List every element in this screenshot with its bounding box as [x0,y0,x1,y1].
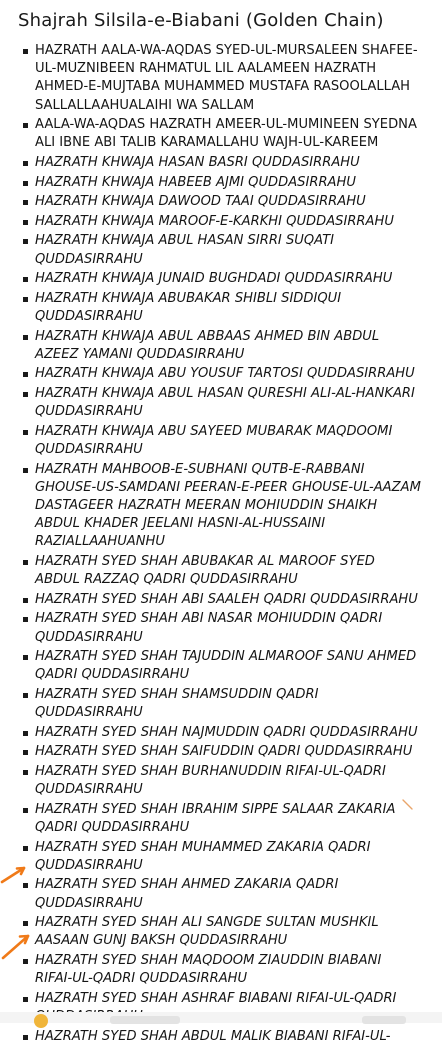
list-item: HAZRATH KHWAJA ABUL ABBAAS AHMED BIN ABDUL AZEEZ YAMANI QUDDASIRRAHU [22,328,422,364]
list-item: HAZRATH SYED SHAH BURHANUDDIN RIFAI-UL-QADRI QUDDASIRRAHU [22,763,422,799]
list-item: HAZRATH SYED SHAH IBRAHIM SIPPE SALAAR ZAKARIA QADRI QUDDASIRRAHU [22,801,422,837]
list-item: HAZRATH SYED SHAH ABDUL MALIK BIABANI RIFAI-UL- [22,1028,422,1046]
arrow-annotation-icon [0,862,30,886]
arrow-annotation-icon [0,928,34,962]
list-item: HAZRATH KHWAJA HASAN BASRI QUDDASIRRAHU [22,154,422,172]
silsila-list [22,42,422,1047]
page-title: Shajrah Silsila-e-Biabani (Golden Chain) [18,10,384,31]
list-item: HAZRATH SYED SHAH TAJUDDIN ALMAROOF SANU AHMED QADRI QUDDASIRRAHU [22,648,422,684]
list-item: HAZRATH SYED SHAH SHAMSUDDIN QADRI QUDDASIRRAHU [22,686,422,722]
list-item: HAZRATH SYED SHAH MAQDOOM ZIAUDDIN BIABANI RIFAI-UL-QADRI QUDDASIRRAHU [22,952,422,988]
list-item: HAZRATH SYED SHAH AHMED ZAKARIA QADRI QUDDASIRRAHU [22,876,422,912]
list-item: HAZRATH SYED SHAH ABI NASAR MOHIUDDIN QADRI QUDDASIRRAHU [22,610,422,646]
list-item: HAZRATH SYED SHAH ABUBAKAR AL MAROOF SYED ABDUL RAZZAQ QADRI QUDDASIRRAHU [22,553,422,589]
list-item: HAZRATH SYED SHAH ALI SANGDE SULTAN MUSHKIL AASAAN GUNJ BAKSH QUDDASIRRAHU [22,914,422,950]
list-item: HAZRATH KHWAJA DAWOOD TAAI QUDDASIRRAHU [22,193,422,211]
list-item: HAZRATH KHWAJA HABEEB AJMI QUDDASIRRAHU [22,174,422,192]
list-item: AALA-WA-AQDAS HAZRATH AMEER-UL-MUMINEEN SYEDNA ALI IBNE ABI TALIB KARAMALLAHU WAJH-UL-KAREEM [22,116,422,152]
list-item: HAZRATH KHWAJA ABUL HASAN SIRRI SUQATI QUDDASIRRAHU [22,232,422,268]
list-item: HAZRATH SYED SHAH SAIFUDDIN QADRI QUDDASIRRAHU [22,743,422,761]
app-icon [34,1014,48,1028]
list-item: HAZRATH KHWAJA ABUBAKAR SHIBLI SIDDIQUI QUDDASIRRAHU [22,290,422,326]
list-item: HAZRATH KHWAJA MAROOF-E-KARKHI QUDDASIRRAHU [22,213,422,231]
list-item: HAZRATH AALA-WA-AQDAS SYED-UL-MURSALEEN SHAFEE-UL-MUZNIBEEN RAHMATUL LIL AALAMEEN HAZRATH AHMED-E-MUJTABA MUHAMMED MUSTAFA RASOOLALLAH SALLALLAAHUALAIHI WA SALLAM [22,42,422,115]
list-item: HAZRATH KHWAJA ABU SAYEED MUBARAK MAQDOOMI QUDDASIRRAHU [22,423,422,459]
list-item: HAZRATH KHWAJA ABUL HASAN QURESHI ALI-AL-HANKARI QUDDASIRRAHU [22,385,422,421]
list-item: HAZRATH SYED SHAH MUHAMMED ZAKARIA QADRI QUDDASIRRAHU [22,839,422,875]
list-item: HAZRATH SYED SHAH ASHRAF BIABANI RIFAI-UL-QADRI [22,990,422,1026]
list-item: HAZRATH KHWAJA JUNAID BUGHDADI QUDDASIRRAHU [22,270,422,288]
cropped-footer [0,1012,442,1023]
pen-mark-icon [401,798,415,812]
list-item: HAZRATH KHWAJA ABU YOUSUF TARTOSI QUDDASIRRAHU [22,365,422,383]
list-item: HAZRATH SYED SHAH NAJMUDDIN QADRI QUDDASIRRAHU [22,724,422,742]
list-item: HAZRATH SYED SHAH ABI SAALEH QADRI QUDDASIRRAHU [22,591,422,609]
list-item: HAZRATH MAHBOOB-E-SUBHANI QUTB-E-RABBANI GHOUSE-US-SAMDANI PEERAN-E-PEER GHOUSE-UL-AAZAM DASTAGEER HAZRATH MEERAN MOHIUDDIN SHAIKH ABDUL KHADER JEELANI HASNI-AL-HUSSAINI RAZIALLAAHUANHU [22,461,422,552]
